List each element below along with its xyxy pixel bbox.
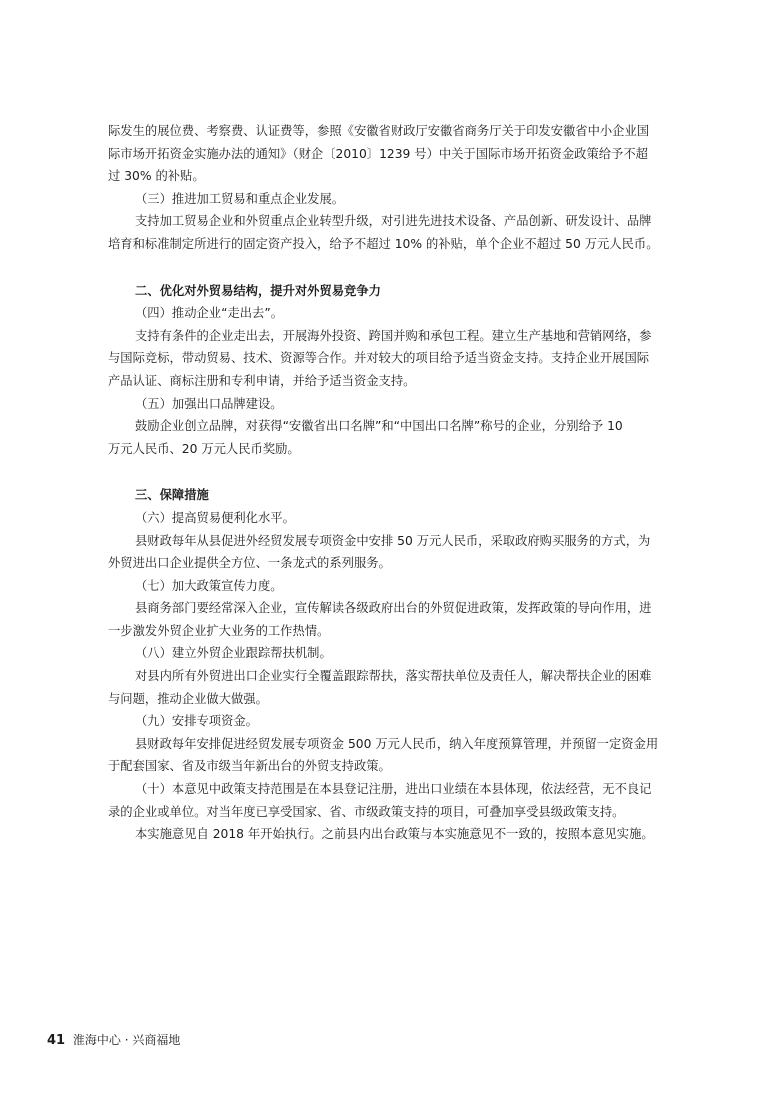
paragraph-line: 支持有条件的企业走出去，开展海外投资、跨国并购和承包工程。建立生产基地和营销网络，参 — [135, 328, 652, 343]
paragraph-line: 录的企业或单位。对当年度已享受国家、省、市级政策支持的项目，可叠加享受县级政策支持。 — [108, 804, 625, 819]
paragraph-line: 与问题，推动企业做大做强。 — [108, 691, 268, 706]
section-gap — [108, 460, 660, 484]
subsection-heading: （八）建立外贸企业跟踪帮扶机制。 — [135, 646, 332, 661]
paragraph-line: 本实施意见自 2018 年开始执行。之前县内出台政策与本实施意见不一致的，按照本意见实施。 — [135, 827, 654, 842]
subsection-heading: （五）加强出口品牌建设。 — [135, 396, 283, 411]
paragraph-line: 与国际竞标，带动贸易、技术、资源等合作。并对较大的项目给予适当资金支持。支持企业开展国际 — [108, 351, 650, 366]
subsection-heading: （七）加大政策宣传力度。 — [135, 578, 283, 593]
paragraph-line: 外贸进出口企业提供全方位、一条龙式的系列服务。 — [108, 556, 391, 571]
paragraph-line: 产品认证、商标注册和专利申请，并给予适当资金支持。 — [108, 373, 416, 388]
paragraph-line: 县财政每年从县促进外经贸发展专项资金中安排 50 万元人民币，采取政府购买服务的方式，为 — [135, 533, 651, 548]
paragraph-line: 支持加工贸易企业和外贸重点企业转型升级，对引进先进技术设备、产品创新、研发设计、品牌 — [135, 214, 652, 229]
page-number: 41 — [47, 1033, 66, 1048]
subsection-heading: （三）推进加工贸易和重点企业发展。 — [135, 191, 345, 206]
paragraph-line: 际市场开拓资金实施办法的通知》（财企〔2010〕1239 号）中关于国际市场开拓资金政策给予不超 — [108, 146, 648, 161]
paragraph-line: 际发生的展位费、考察费、认证费等，参照《安徽省财政厅安徽省商务厅关于印发安徽省中小企业国 — [108, 124, 650, 138]
page-footer — [47, 1031, 180, 1048]
subsection-heading: （四）推动企业“走出去”。 — [135, 306, 284, 321]
document-body — [108, 120, 660, 846]
paragraph-line: 一步激发外贸企业扩大业务的工作热情。 — [108, 623, 330, 638]
paragraph-line: 万元人民币、20 万元人民币奖励。 — [108, 441, 300, 456]
paragraph-line: 县财政每年安排促进经贸发展专项资金 500 万元人民币，纳入年度预算管理，并预留一定资金用 — [135, 736, 659, 751]
footer-slogan: 淮海中心 · 兴商福地 — [72, 1033, 181, 1047]
paragraph-line: 对县内所有外贸进出口企业实行全覆盖跟踪帮扶，落实帮扶单位及责任人，解决帮扶企业的困难 — [135, 669, 652, 684]
paragraph-line: 于配套国家、省及市级当年新出台的外贸支持政策。 — [108, 759, 391, 774]
subsection-heading: （六）提高贸易便利化水平。 — [135, 510, 295, 525]
paragraph-line: 鼓励企业创立品牌，对获得“安徽省出口名牌”和“中国出口名牌”称号的企业，分别给予 10 — [135, 419, 623, 434]
paragraph-line: 县商务部门要经常深入企业，宣传解读各级政府出台的外贸促进政策，发挥政策的导向作用，进 — [135, 601, 652, 616]
paragraph-line: 培育和标准制定所进行的固定资产投入，给予不超过 10% 的补贴，单个企业不超过 50 万元人民币。 — [108, 236, 659, 251]
section-gap — [108, 256, 660, 280]
section-heading: 二、优化对外贸易结构，提升对外贸易竞争力 — [135, 283, 381, 298]
subsection-heading: （九）安排专项资金。 — [135, 714, 258, 729]
paragraph-line: 过 30% 的补贴。 — [108, 169, 205, 184]
section-heading: 三、保障措施 — [135, 488, 209, 503]
subsection-heading: （十）本意见中政策支持范围是在本县登记注册，进出口业绩在本县体现，依法经营，无不良记 — [135, 782, 652, 797]
